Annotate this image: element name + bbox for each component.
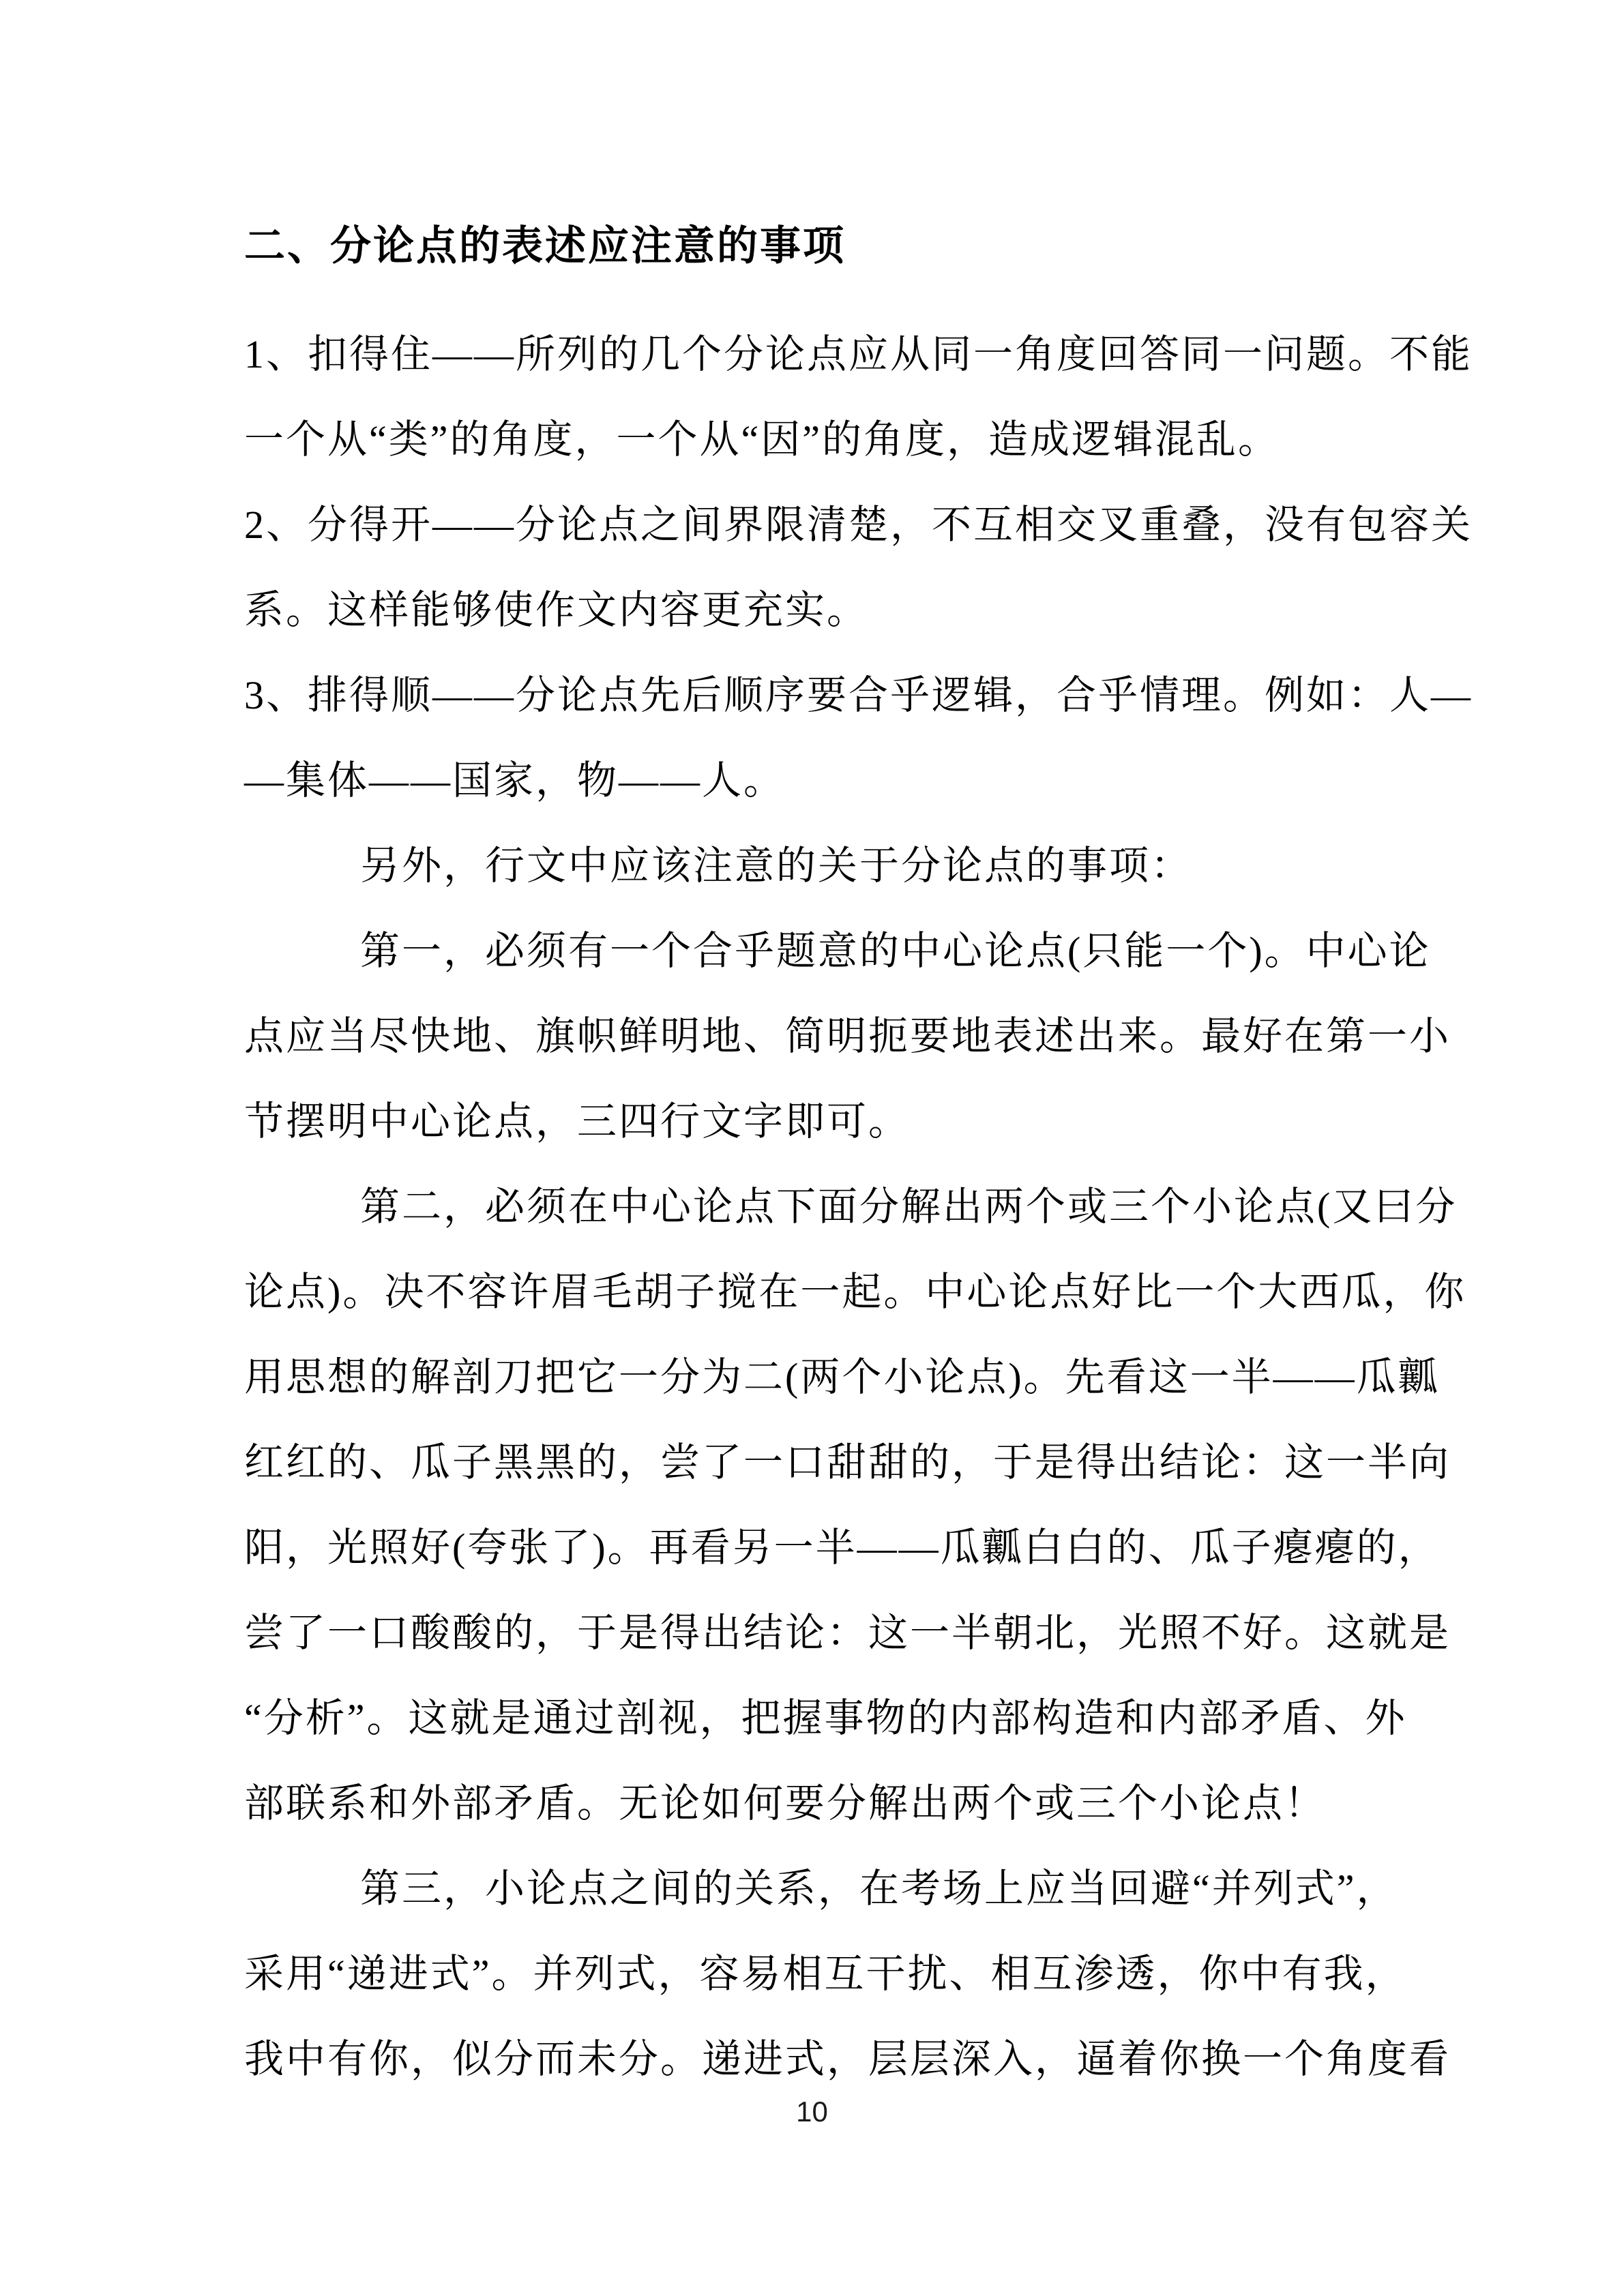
text-line: 节摆明中心论点，三四行文字即可。	[244, 1099, 911, 1144]
text-line: 论点)。决不容许眉毛胡子搅在一起。中心论点好比一个大西瓜，你	[244, 1270, 1466, 1314]
text-line: 1、扣得住——所列的几个分论点应从同一角度回答同一问题。不能	[244, 332, 1473, 376]
text-line: 我中有你，似分而未分。递进式，层层深入，逼着你换一个角度看	[244, 2037, 1451, 2081]
text-line: 用思想的解剖刀把它一分为二(两个小论点)。先看这一半——瓜瓤	[244, 1355, 1440, 1399]
text-line: 红红的、瓜子黑黑的，尝了一口甜甜的，于是得出结论：这一半向	[244, 1440, 1451, 1485]
text-line: —集体——国家，物——人。	[244, 758, 786, 803]
text-line: 系。这样能够使作文内容更充实。	[244, 588, 869, 632]
page-number: 10	[796, 2096, 828, 2128]
text-line: 点应当尽快地、旗帜鲜明地、简明扼要地表述出来。最好在第一小	[244, 1014, 1451, 1058]
text-line: 另外，行文中应该注意的关于分论点的事项：	[360, 844, 1193, 888]
text-line: 尝了一口酸酸的，于是得出结论：这一半朝北，光照不好。这就是	[244, 1611, 1451, 1655]
text-line: 第三，小论点之间的关系，在考场上应当回避“并列式”，	[360, 1866, 1398, 1911]
text-line: 一个从“类”的角度，一个从“因”的角度，造成逻辑混乱。	[244, 417, 1280, 462]
text-line: 采用“递进式”。并列式，容易相互干扰、相互渗透，你中有我，	[244, 1952, 1407, 1996]
text-line: “分析”。这就是通过剖视，把握事物的内部构造和内部矛盾、外	[244, 1696, 1407, 1740]
text-line: 阳，光照好(夸张了)。再看另一半——瓜瓤白白的、瓜子瘪瘪的，	[244, 1525, 1440, 1570]
document-body	[244, 204, 1473, 2102]
text-line: 第一，必须有一个合乎题意的中心论点(只能一个)。中心论	[360, 929, 1431, 973]
text-line: 部联系和外部矛盾。无论如何要分解出两个或三个小论点！	[244, 1781, 1327, 1825]
text-line: 第二，必须在中心论点下面分解出两个或三个小论点(又曰分	[360, 1184, 1458, 1229]
text-line: 2、分得开——分论点之间界限清楚，不互相交叉重叠，没有包容关	[244, 503, 1473, 547]
section-heading: 二、分论点的表述应注意的事项	[244, 224, 846, 269]
text-line: 3、排得顺——分论点先后顺序要合乎逻辑，合乎情理。例如：人—	[244, 673, 1473, 717]
